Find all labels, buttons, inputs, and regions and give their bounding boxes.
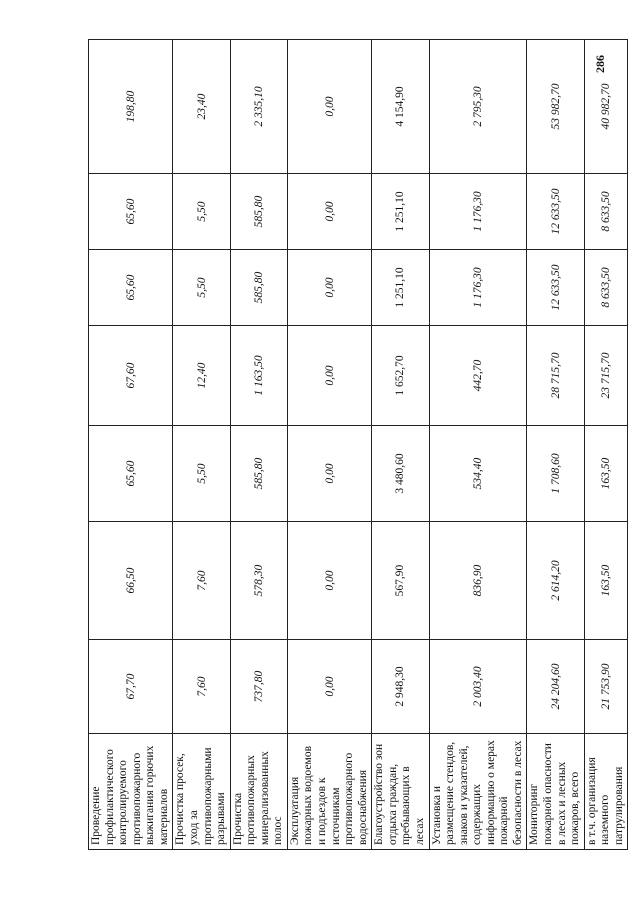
value-cell: 8 633,50 [584,174,628,250]
value-cell: 5,50 [173,250,230,326]
value-cell: 0,00 [287,326,371,426]
table-row [230,40,287,850]
value-cell: 1 708,60 [527,426,584,522]
value-cell: 28 715,70 [527,326,584,426]
value-cell: 0,00 [287,174,371,250]
value-cell: 1 176,30 [429,250,527,326]
value-cell: 0,00 [287,40,371,174]
value-cell: 7,60 [173,522,230,640]
row-label: Мониторинг пожарной опасности в лесах и лесных пожаров, всего [527,734,584,850]
value-cell: 12,40 [173,326,230,426]
budget-table [88,39,628,850]
table-row [89,40,173,850]
value-cell: 7,60 [173,640,230,734]
value-cell: 737,80 [230,640,287,734]
value-cell: 67,60 [89,326,173,426]
row-label: Проведение профилактического контролируемого противопожарного выжигания горючих материалов [89,734,173,850]
value-cell: 4 154,90 [372,40,429,174]
value-cell: 40 982,70 [584,40,628,174]
table-row [372,40,429,850]
value-cell: 66,50 [89,522,173,640]
table-row [527,40,584,850]
table-row [287,40,371,850]
value-cell: 2 003,40 [429,640,527,734]
row-label: в т.ч. организация наземного патрулирования [584,734,628,850]
value-cell: 53 982,70 [527,40,584,174]
value-cell: 12 633,50 [527,174,584,250]
value-cell: 1 652,70 [372,326,429,426]
value-cell: 578,30 [230,522,287,640]
value-cell: 65,60 [89,426,173,522]
value-cell: 1 176,30 [429,174,527,250]
value-cell: 2 795,30 [429,40,527,174]
table-row [584,40,628,850]
row-label: Установка и размещение стендов, знаков и указателей, содержащих информацию о мерах пожарной безопасности в лесах [429,734,527,850]
value-cell: 8 633,50 [584,250,628,326]
row-label: Эксплуатация пожарных водоемов и подъездов к источникам противопожарного водоснабжения [287,734,371,850]
value-cell: 67,70 [89,640,173,734]
value-cell: 65,60 [89,174,173,250]
value-cell: 23 715,70 [584,326,628,426]
value-cell: 163,50 [584,426,628,522]
value-cell: 585,80 [230,426,287,522]
value-cell: 0,00 [287,522,371,640]
value-cell: 24 204,60 [527,640,584,734]
value-cell: 198,80 [89,40,173,174]
row-label: Прочистка противопожарных минерализованных полос [230,734,287,850]
table-row [173,40,230,850]
value-cell: 0,00 [287,250,371,326]
value-cell: 21 753,90 [584,640,628,734]
value-cell: 3 480,60 [372,426,429,522]
value-cell: 1 251,10 [372,174,429,250]
value-cell: 0,00 [287,426,371,522]
value-cell: 1 251,10 [372,250,429,326]
value-cell: 5,50 [173,426,230,522]
row-label: Благоустройство зон отдыха граждан, пребывающих в лесах [372,734,429,850]
value-cell: 23,40 [173,40,230,174]
value-cell: 163,50 [584,522,628,640]
page-number: 286 [592,55,607,73]
value-cell: 585,80 [230,250,287,326]
value-cell: 12 633,50 [527,250,584,326]
value-cell: 0,00 [287,640,371,734]
value-cell: 5,50 [173,174,230,250]
value-cell: 2 614,20 [527,522,584,640]
value-cell: 836,90 [429,522,527,640]
value-cell: 534,40 [429,426,527,522]
value-cell: 2 948,30 [372,640,429,734]
value-cell: 2 335,10 [230,40,287,174]
table-row [429,40,527,850]
value-cell: 442,70 [429,326,527,426]
row-label: Прочистка просек, уход за противопожарными разрывами [173,734,230,850]
value-cell: 567,90 [372,522,429,640]
value-cell: 585,80 [230,174,287,250]
value-cell: 1 163,50 [230,326,287,426]
value-cell: 65,60 [89,250,173,326]
